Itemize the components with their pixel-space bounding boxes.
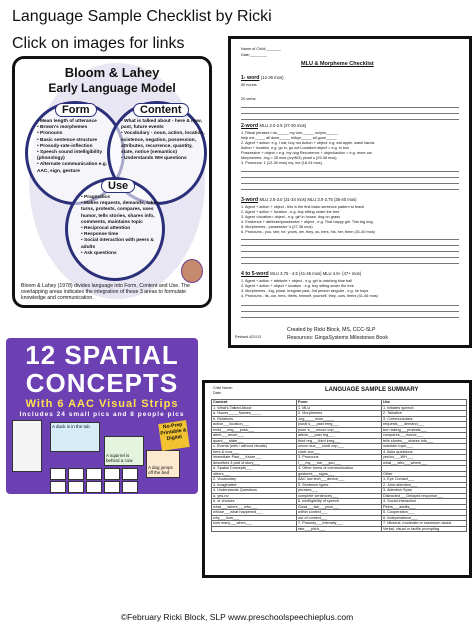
table-cell: what___where___who___ (212, 504, 297, 510)
use-list (73, 195, 169, 257)
summary-title: LANGUAGE SAMPLE SUMMARY (325, 387, 419, 393)
table-cell: complete sentences___ (297, 493, 382, 499)
table-cell: 4. Asks questions (382, 449, 467, 455)
table-cell: third reg___third irreg___ (297, 438, 382, 444)
table-cell: here & now___ (212, 449, 297, 455)
form-item: • Basic sentence structure (37, 138, 113, 144)
mlu-4word-line: 4. Pronouns - its, our, hers, theirs, himself, yourself, they, ours, theirs (41-46 mos) (241, 294, 378, 298)
table-cell: rate___pitch___ (297, 526, 382, 532)
table-cell: describes 3 part of story___ (212, 460, 297, 466)
table-cell: maintain topic___ (382, 444, 467, 450)
picture-card (68, 481, 84, 493)
duck-pic (50, 422, 100, 452)
content-list (113, 119, 205, 162)
mlu-section-3-heading: 3-word MLU 2.5-3.0 (31-34 mos) MLU 3.0-3.75 (35-40 mos) (241, 197, 357, 203)
mlu-4word-line: 3. Morphemes - ing, plural, irregular past, 3rd person singular - e.g. he hops (241, 289, 369, 293)
mlu-2word-line: help me_____ all done_____ hi/bye_____ all gone_____ (241, 136, 337, 140)
table-cell: 2. Talkative (382, 411, 467, 417)
mlu-3word-line: 3. Agent <location> object - e.g. girl in house, dog on grass (241, 215, 340, 219)
mlu-revised: Revised 4/21/13 (235, 335, 261, 339)
picture-card (122, 468, 138, 480)
table-cell: 1. What's Talked About (212, 405, 297, 411)
table-cell: 7. Minimal, moderate or maximum assist (382, 521, 467, 527)
table-row (212, 526, 467, 532)
table-cell: b. or choices (212, 499, 297, 505)
table-cell: contr aux___ (297, 449, 382, 455)
bloom-title: Bloom & Lahey (64, 65, 160, 80)
use-item: • Makes requests, demands, takes turns, protests, compares, uses humor, tells stories, shares info, comments, maintains topic (81, 201, 169, 226)
mlu-4word-line: 2. Agent + action + object + location - e.g. boy sitting under the tree (241, 284, 354, 288)
mlu-name-line: Name of Child:_______ (241, 47, 281, 51)
squirrel-pic (104, 436, 144, 466)
picture-card (50, 481, 66, 493)
table-cell: within context___ (297, 510, 382, 516)
form-item: • Alternate communication e.g. AAC, sign, gesture (37, 162, 113, 174)
form-item: • Brown's morphemes (37, 125, 113, 131)
table-row (212, 521, 467, 527)
picture-card (122, 481, 138, 493)
mlu-resources: Resources: GingaSystems Milestones Book (287, 335, 388, 341)
mlu-2word-line: Morphemes: -ing = 28 mos (cryING) plural s (29-38 mos) (241, 156, 337, 160)
form-label: Form (55, 103, 97, 117)
summary-child-name: Child Name: (213, 386, 233, 390)
summary-date: Date: (213, 391, 222, 395)
page-title: Language Sample Checklist by Ricki (12, 8, 272, 25)
table-cell: a. yes-no (212, 493, 297, 499)
table-cell: action___location___ (212, 422, 297, 428)
table-cell: immediate Past___future___ (212, 455, 297, 461)
picture-card (104, 481, 120, 493)
table-cell: 3. Imaginative (212, 482, 297, 488)
spatial-includes: Includes 24 small pics and 8 people pics (19, 411, 185, 418)
table-cell: 5. Cooperation___ (382, 510, 467, 516)
mlu-4word-line: 1. Agent + action + attribute + object - e.g. girl is catching blue ball (241, 279, 352, 283)
table-cell: plural s___past irreg___ (297, 422, 382, 428)
table-cell: 4. Understands Questions (212, 488, 297, 494)
spatial-title-line1: 12 SPATIAL (25, 340, 179, 370)
table-cell: what___who___where___ (382, 460, 467, 466)
table-cell: 2. Vocabulary (212, 477, 297, 483)
mlu-2word-line: 1. Ritual phrases I do,_____ my turn,_____ no/yes,_____ (241, 131, 338, 135)
picture-card (68, 468, 84, 480)
table-cell: Good___fair___poor___ (297, 504, 382, 510)
mlu-2word-line: Action + location, e.g. go in, go out Location+object = e.g. in box (241, 146, 349, 150)
table-cell: uncon aux___contr cop___ (297, 444, 382, 450)
picture-card (104, 468, 120, 480)
aac-strip-thumb (12, 420, 42, 472)
form-list (29, 119, 113, 175)
language-sample-summary-link[interactable] (202, 380, 472, 578)
mlu-title: MLU & Morpheme Checklist (301, 61, 374, 67)
table-cell: 3. Communicates (382, 416, 467, 422)
use-item: • Pragmatics (81, 195, 169, 201)
mlu-2word-line: 3. Pronouns: 1 (12-36 mos) my, me (18-24 mos) (241, 161, 322, 165)
table-cell: a. Nouns_____Names_____ (212, 411, 297, 417)
use-item: • Reciprocal attention (81, 226, 169, 232)
bloom-caption: Bloom & Lahey (1978) divides language into Form, Content and Use. The overlapping areas indicates the integration of these 3 areas to formulate knowledge and communication. (21, 283, 190, 302)
author-photo (181, 259, 203, 283)
table-cell: requests___demand___ (382, 422, 467, 428)
form-item: • Pronouns (37, 131, 113, 137)
table-cell: 2. Morphemes (297, 411, 382, 417)
table-cell: 2. Joint attention___ (382, 482, 467, 488)
column-header: Form (297, 400, 382, 406)
form-item: • Speech sound intelligibility (phonology) (37, 150, 113, 162)
table-cell: how many___when___ (212, 521, 297, 527)
table-cell: Distracted___Delayed response___ (382, 493, 467, 499)
table-cell: 4. Social interaction (382, 499, 467, 505)
mlu-4word-lines (241, 279, 461, 299)
table-cell: quant___state___ (212, 438, 297, 444)
use-item: • Social interaction with peers & adults (81, 238, 169, 250)
mlu-3word-line: 2. Agent + action + location - e.g. boy sitting under the tree (241, 210, 340, 214)
duck-caption: A duck is in the tub (52, 424, 90, 429)
mlu-checklist-link[interactable] (228, 36, 472, 348)
table-cell: whose___what happened___ (212, 510, 297, 516)
table-cell: 6. Independence___ (382, 515, 467, 521)
content-item: • Understands WH questions (121, 156, 205, 162)
mlu-2word-lines (241, 131, 461, 166)
squirrel-caption: A squirrel is behind a cow (106, 453, 133, 463)
footer-credit: ©February Ricki Block, SLP www.preschoolspeechieplus.com (120, 612, 354, 622)
content-label: Content (133, 103, 189, 117)
mlu-2word-line: Possessive + object = e.g. my dog Recurrence + object/action = e.g. more car (241, 151, 372, 155)
column-header: Use (382, 400, 467, 406)
use-item: • Response time (81, 232, 169, 238)
picture-card (86, 481, 102, 493)
table-cell: why___how___ (212, 515, 297, 521)
form-item: • Prosody-rate-inflection (37, 144, 113, 150)
table-cell: 3. Attention Span (382, 488, 467, 494)
mlu-date-line: Date:________ (241, 53, 267, 57)
mlu-credit: Created by Ricki Block, MS, CCC-SLP (287, 327, 376, 333)
table-cell: b. Relations (212, 416, 297, 422)
form-item: • Mean length of utterance (37, 119, 113, 125)
table-cell: 4. Other forms of communication (297, 466, 382, 472)
mlu-3word-line: 6. Pronouns - you, she, he, yours, we, they, us, hers, his, her, them (31-40 mos) (241, 230, 375, 234)
table-cell: tells stories___shares info___ (382, 438, 467, 444)
page-subtitle: Click on images for links (12, 35, 185, 52)
bloom-subtitle: Early Language Model (48, 81, 176, 95)
mlu-3word-line: 5. Morphemes - possessive 's (27-36 mos) (241, 225, 313, 229)
dog-caption: A dog jumps off the bed (148, 465, 173, 475)
no-prep-badge: No-Prep Printable & Digital (158, 420, 189, 451)
table-cell: phrases___ (297, 488, 382, 494)
table-cell: 1. MLU (297, 405, 382, 411)
table-cell: gestures___signs___ (297, 471, 382, 477)
table-cell: -ing_____in/on_____ (297, 416, 382, 422)
table-cell: others___ (212, 471, 297, 477)
picture-card (50, 468, 66, 480)
mlu-section-2-heading: 2-word MLU 2.0-2.5 (27-30 mos) (241, 123, 307, 129)
table-cell: poss 's___uncon cop___ (297, 427, 382, 433)
mlu-3word-line: 1. Agent + action + object - this is the first basic sentence pattern to teach (241, 205, 365, 209)
content-item: • What is talked about - here & now, past, future events (121, 119, 205, 131)
table-cell: 7. Prosody___intensity___ (297, 521, 382, 527)
table-cell: 1. Eye Contact___ (382, 477, 467, 483)
table-cell: Other (382, 471, 467, 477)
table-cell: Verbal, visual or tactile prompting (382, 526, 467, 532)
mlu-3word-lines (241, 205, 461, 235)
table-cell: 1. Initiates speech (382, 405, 467, 411)
table-cell: 5. Sentence types (297, 482, 382, 488)
table-cell: yes/no___WH___ (382, 455, 467, 461)
use-label: Use (101, 179, 135, 193)
table-cell: compares___humor___ (382, 433, 467, 439)
table-cell: Peers___adults___ (382, 504, 467, 510)
spatial-title-line2: CONCEPTS (25, 368, 179, 398)
table-cell: attrib___recurr___ (212, 433, 297, 439)
spatial-concepts-link[interactable] (6, 338, 198, 494)
mlu-1word-line1: 50 nouns (241, 83, 257, 87)
table-cell: 6. Intelligibility of speech (297, 499, 382, 505)
mlu-1word-line2: 20 verbs (241, 97, 256, 101)
table-cell: I___my___me___you___ (297, 460, 382, 466)
column-header: Content (212, 400, 297, 406)
summary-table (211, 399, 467, 532)
picture-card (86, 468, 102, 480)
table-cell: d. Spatial Concepts___ (212, 466, 297, 472)
dog-pic (146, 450, 180, 478)
table-cell: 3. Pronouns (297, 455, 382, 461)
table-cell: out of context___ (297, 515, 382, 521)
table-cell: AAC low tech___device___ (297, 477, 382, 483)
bloom-lahey-link[interactable] (12, 56, 212, 308)
table-cell: turn taking___protests___ (382, 427, 467, 433)
spatial-subtitle: With 6 AAC Visual Strips (25, 398, 179, 410)
table-cell: exist___neg___poss___ (212, 427, 297, 433)
mlu-section-1-heading: 1- word (12-26 mos) (241, 75, 284, 81)
table-cell (212, 526, 297, 532)
mlu-2word-line: 2. Agent + action: e.g. I eat, boy run Action + object: e.g. eat apple, wash hands (241, 141, 375, 145)
use-item: • Ask questions (81, 251, 169, 257)
content-item: • Vocabulary - noun, action, location, existence, negation, possession, attributes, recurrence, quantity, state, notice (semantics) (121, 131, 205, 156)
table-cell: article___past reg___ (297, 433, 382, 439)
mlu-3word-line: 4. Existence + attribute/possessive + object - e.g. That happy girl. This big dog. (241, 220, 374, 224)
table-cell: c. Events (with / without visuals) (212, 444, 297, 450)
mlu-section-4-heading: 4 to 5-word MLU 3.75 - 4.5 (41-46 mos) MLU 4.5+ (47+ mos) (241, 271, 362, 277)
